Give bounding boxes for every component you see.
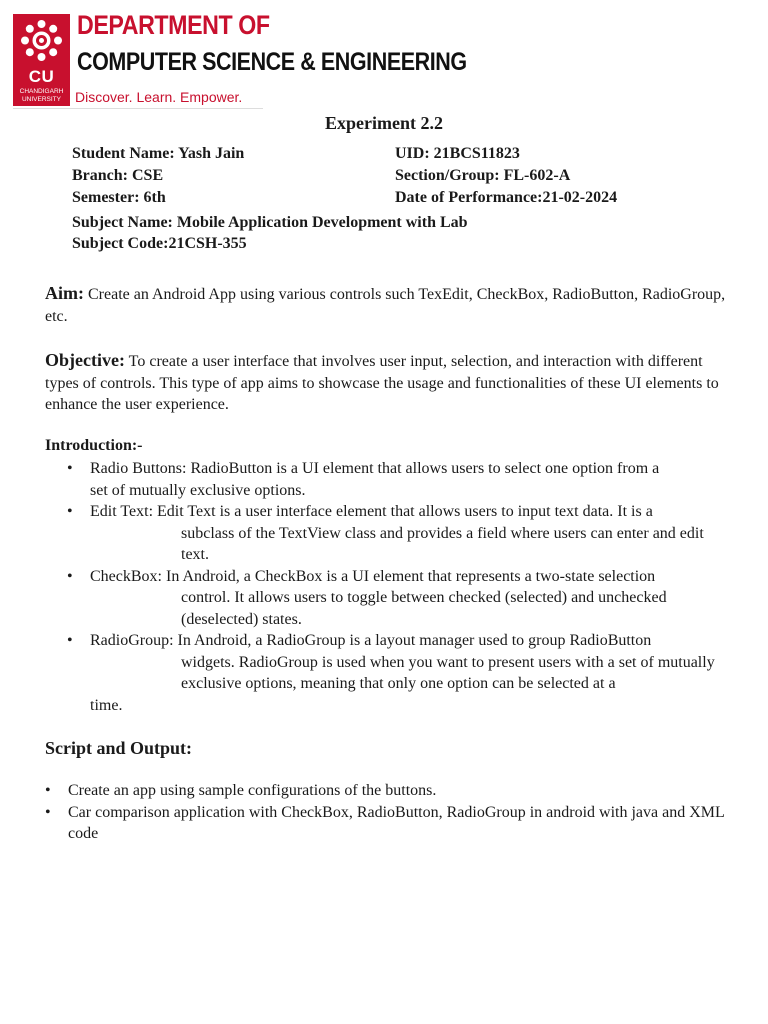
department-title-line2: COMPUTER SCIENCE & ENGINEERING: [77, 48, 467, 76]
section-group: Section/Group: FL-602-A: [395, 167, 571, 184]
department-title-line1: DEPARTMENT OF: [77, 10, 270, 40]
introduction-list: [45, 458, 735, 716]
experiment-title: Experiment 2.2: [325, 113, 443, 133]
objective-paragraph: [45, 350, 735, 416]
semester: Semester: 6th: [72, 189, 166, 206]
header-divider: [13, 108, 263, 109]
date-of-performance: Date of Performance:21-02-2024: [395, 189, 618, 206]
objective-text: To create a user interface that involves user input, selection, and interaction with different types of controls. This type of app aims to showcase the usage and functionalities of these UI elements to enhance the user experience.: [45, 353, 719, 413]
list-item: • Car comparison application with CheckBox, RadioButton, RadioGroup in android with java and XML code: [45, 802, 735, 845]
subject-code: Subject Code:21CSH-355: [72, 235, 247, 252]
student-uid: UID: 21BCS11823: [395, 145, 520, 162]
script-output-list: [45, 780, 735, 845]
list-item: • RadioGroup: In Android, a RadioGroup is a layout manager used to group RadioButton widgets. RadioGroup is used when you want to present users with a set of mutually exclusive options, meaning that only one option can be selected at a time.: [45, 630, 735, 716]
aim-paragraph: [45, 283, 735, 327]
logo-cu-text: CU: [28, 67, 55, 86]
script-output-heading: Script and Output:: [45, 738, 193, 758]
branch: Branch: CSE: [72, 167, 164, 184]
university-tagline: Discover. Learn. Empower.: [75, 89, 243, 105]
list-item: • CheckBox: In Android, a CheckBox is a UI element that represents a two-state selection control. It allows users to toggle between checked (selected) and unchecked (deselected) states.: [45, 566, 735, 631]
university-seal-icon: [21, 20, 62, 61]
aim-label: Aim:: [45, 283, 84, 303]
student-name: Student Name: Yash Jain: [72, 145, 245, 162]
aim-text: Create an Android App using various controls such TexEdit, CheckBox, RadioButton, RadioGroup, etc.: [45, 286, 726, 325]
introduction-heading: Introduction:-: [45, 437, 143, 454]
university-logo: [13, 14, 70, 106]
list-item: • Edit Text: Edit Text is a user interface element that allows users to input text data. It is a subclass of the TextView class and provides a field where users can enter and edit text.: [45, 501, 735, 566]
logo-university-text: CHANDIGARH UNIVERSITY: [19, 88, 64, 103]
list-item: • Radio Buttons: RadioButton is a UI element that allows users to select one option from a set of mutually exclusive options.: [45, 458, 735, 501]
list-item: • Create an app using sample configurations of the buttons.: [45, 780, 735, 802]
objective-label: Objective:: [45, 350, 125, 370]
subject-name: Subject Name: Mobile Application Development with Lab: [72, 214, 468, 231]
